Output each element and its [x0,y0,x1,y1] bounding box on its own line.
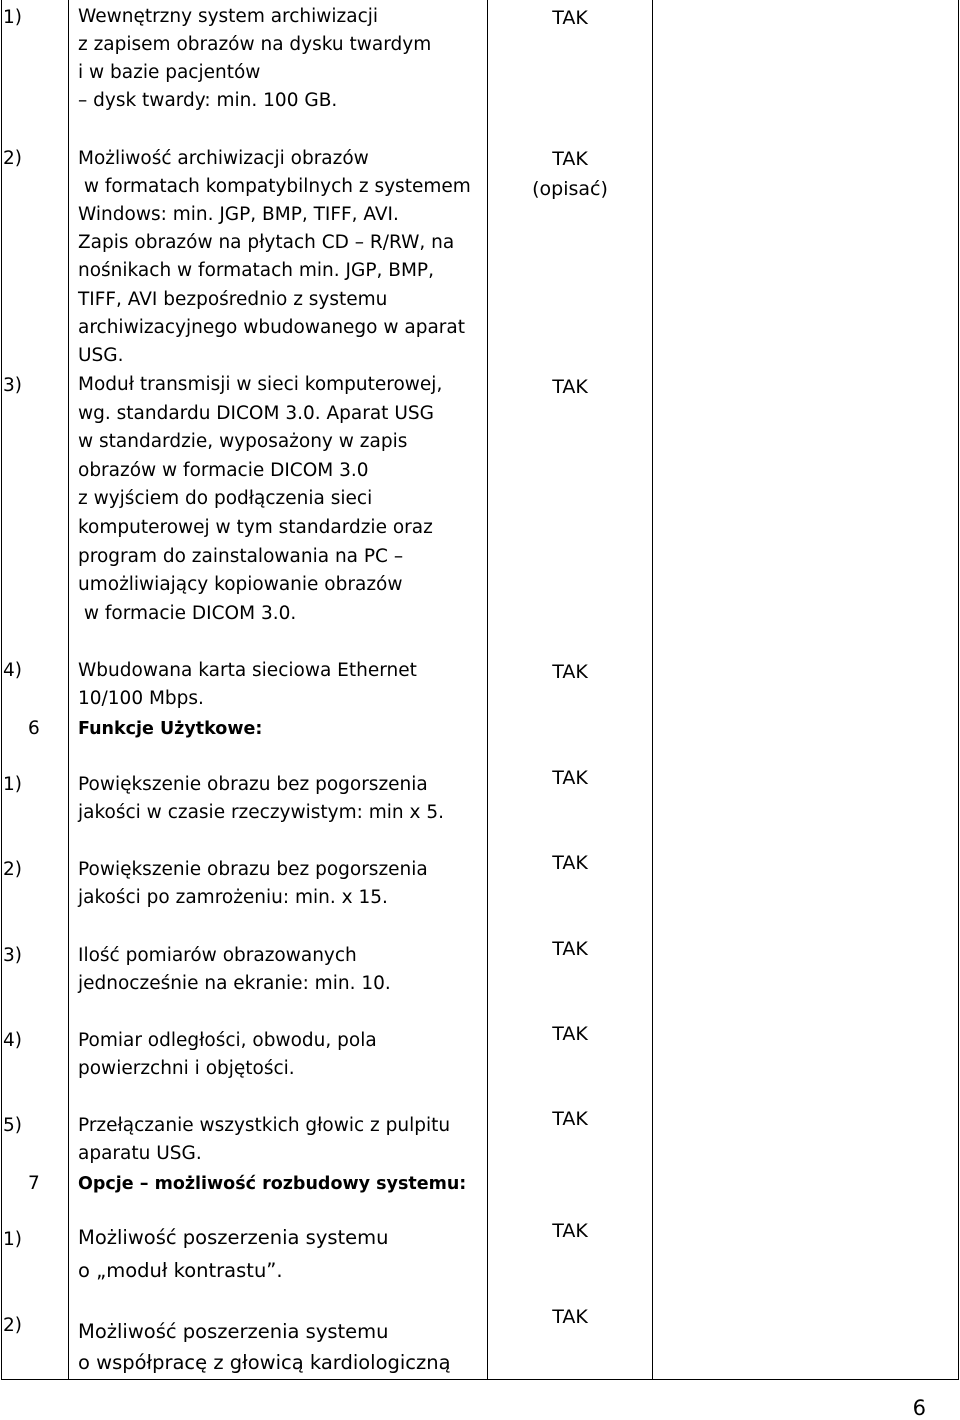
row-text-line: w standardzie, wyposażony w zapis [78,431,408,452]
row-text-line: o współpracę z głowicą kardiologiczną [78,1351,451,1374]
answer-value: TAK [552,148,588,170]
section-number: 6 [28,718,40,739]
row-text-line: Ilość pomiarów obrazowanych [78,945,357,966]
answer-value: TAK [552,1220,588,1242]
row-text-line: wg. standardu DICOM 3.0. Aparat USG [78,403,434,424]
row-text-line: Wewnętrzny system archiwizacji [78,6,379,27]
row-text-line: Windows: min. JGP, BMP, TIFF, AVI. [78,204,399,225]
row-text-line: Możliwość poszerzenia systemu [78,1320,389,1343]
row-text-line: komputerowej w tym standardzie oraz [78,517,433,538]
row-text-line: jakości w czasie rzeczywistym: min x 5. [78,802,444,823]
section-heading: Opcje – możliwość rozbudowy systemu: [78,1174,467,1194]
row-text-line: Powiększenie obrazu bez pogorszenia [78,774,428,795]
row-text-line: archiwizacyjnego wbudowanego w aparat [78,317,466,338]
table-divider-3 [652,0,653,1380]
row-text-line: Możliwość archiwizacji obrazów [78,148,369,169]
table-divider-2 [487,0,488,1380]
row-text-line: z zapisem obrazów na dysku twardym [78,34,432,55]
row-text-line: Moduł transmisji w sieci komputerowej, [78,374,443,395]
answer-value: TAK [552,661,588,683]
answer-value: TAK [552,1023,588,1045]
row-text-line: Zapis obrazów na płytach CD – R/RW, na [78,232,455,253]
row-text-line: Wbudowana karta sieciowa Ethernet [78,660,417,681]
row-text-line: Przełączanie wszystkich głowic z pulpitu [78,1115,451,1136]
table-divider-1 [68,0,69,1380]
row-number: 4) [3,660,22,681]
row-text-line: z wyjściem do podłączenia sieci [78,488,373,509]
row-text-line: umożliwiający kopiowanie obrazów [78,574,403,595]
row-text-line: w formacie DICOM 3.0. [78,603,297,624]
table-border-right [958,0,959,1380]
answer-value: TAK [552,1306,588,1328]
row-text-line: i w bazie pacjentów [78,62,261,83]
row-text-line: program do zainstalowania na PC – [78,546,404,567]
row-text-line: Pomiar odległości, obwodu, pola [78,1030,377,1051]
section-heading: Funkcje Użytkowe: [78,719,263,739]
row-number: 5) [3,1115,22,1136]
row-text-line: aparatu USG. [78,1143,202,1164]
answer-value: TAK [552,7,588,29]
answer-value: TAK [552,376,588,398]
table-border-left [1,0,2,1380]
row-text-line: powierzchni i objętości. [78,1058,295,1079]
row-text-line: – dysk twardy: min. 100 GB. [78,90,338,111]
row-text-line: nośnikach w formatach min. JGP, BMP, [78,260,434,281]
row-number: 3) [3,945,22,966]
row-text-line: obrazów w formacie DICOM 3.0 [78,460,369,481]
row-number: 2) [3,859,22,880]
row-text-line: Możliwość poszerzenia systemu [78,1226,389,1249]
page-number: 6 [912,1396,926,1420]
row-number: 4) [3,1030,22,1051]
row-number: 1) [3,774,22,795]
row-text-line: o „moduł kontrastu”. [78,1259,283,1282]
row-number: 3) [3,375,22,396]
row-text-line: USG. [78,345,124,366]
answer-value: TAK [552,1108,588,1130]
answer-value: TAK [552,938,588,960]
answer-value: TAK [552,852,588,874]
table-border-bottom [1,1379,959,1380]
row-text-line: 10/100 Mbps. [78,688,204,709]
answer-value: TAK [552,767,588,789]
row-number: 2) [3,148,22,169]
row-text-line: jednocześnie na ekranie: min. 10. [78,973,391,994]
row-number: 1) [3,7,22,28]
answer-note: (opisać) [532,178,608,200]
row-text-line: w formatach kompatybilnych z systemem [78,176,471,197]
row-number: 2) [3,1315,22,1336]
section-number: 7 [28,1173,40,1194]
row-text-line: Powiększenie obrazu bez pogorszenia [78,859,428,880]
row-text-line: TIFF, AVI bezpośrednio z systemu [78,289,388,310]
row-text-line: jakości po zamrożeniu: min. x 15. [78,887,388,908]
row-number: 1) [3,1229,22,1250]
